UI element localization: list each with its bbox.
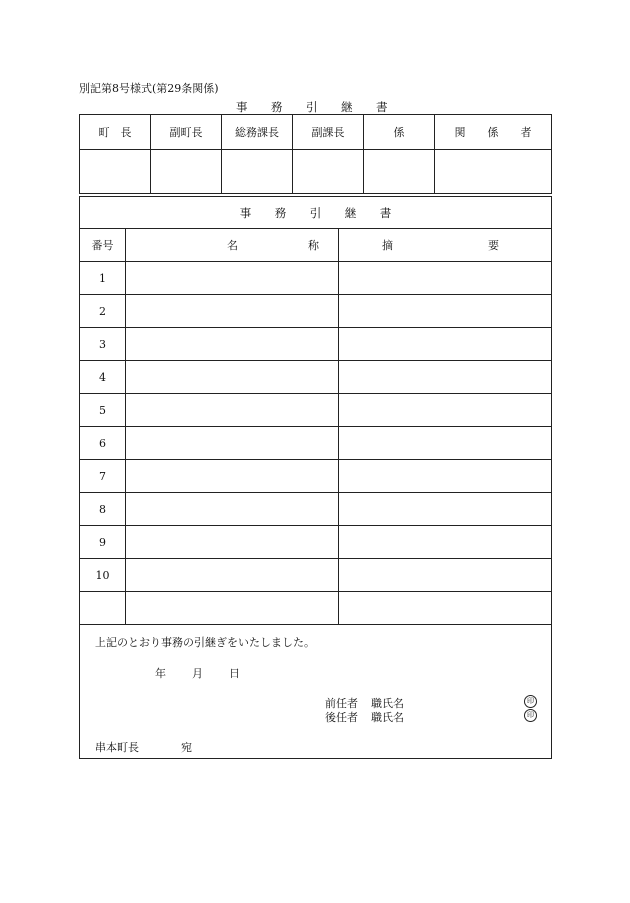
header-name: [126, 229, 339, 261]
date-line[interactable]: [155, 665, 266, 681]
name-cell[interactable]: [126, 592, 339, 624]
addressee: 串本町長: [95, 741, 139, 754]
approval-stamp-cell[interactable]: [80, 150, 150, 193]
summary-cell[interactable]: [339, 559, 551, 591]
approval-column: [222, 115, 293, 193]
row-number: 3: [80, 328, 126, 360]
table-row: [80, 493, 551, 526]
table-row: [80, 295, 551, 328]
table-row: [80, 526, 551, 559]
title-char: 引: [309, 205, 322, 220]
name-cell[interactable]: [126, 427, 339, 459]
approval-column: [364, 115, 435, 193]
addressee-line: [95, 739, 192, 755]
approval-header: 副町長: [151, 115, 221, 150]
approval-stamp-cell[interactable]: [151, 150, 221, 193]
title-char: 事: [236, 100, 248, 114]
approval-stamp-cell[interactable]: [293, 150, 363, 193]
row-number: 9: [80, 526, 126, 558]
month-label: 月: [192, 667, 203, 680]
day-label: 日: [229, 667, 240, 680]
successor-label: 後任者: [325, 711, 358, 724]
row-number: 6: [80, 427, 126, 459]
title-name-label: 職氏名: [371, 697, 404, 710]
approval-header: 係: [364, 115, 434, 150]
approval-header: 総務課長: [222, 115, 292, 150]
row-number: 1: [80, 262, 126, 294]
approval-header: 副課長: [293, 115, 363, 150]
row-number: 7: [80, 460, 126, 492]
table-row: [80, 427, 551, 460]
seal-icon: 印: [524, 695, 537, 708]
name-cell[interactable]: [126, 460, 339, 492]
handover-table: [79, 196, 552, 759]
summary-cell[interactable]: [339, 262, 551, 294]
year-label: 年: [155, 667, 166, 680]
table-row: [80, 559, 551, 592]
title-char: 書: [376, 100, 388, 114]
row-number: 2: [80, 295, 126, 327]
table-row: [80, 460, 551, 493]
header-number: 番号: [80, 229, 126, 261]
header-summary: [339, 229, 551, 261]
header-name-a: 名: [227, 239, 238, 252]
title-char: 継: [341, 100, 353, 114]
approval-header: 町 長: [80, 115, 150, 150]
table-row: [80, 394, 551, 427]
summary-cell[interactable]: [339, 295, 551, 327]
seal-icon: 印: [524, 709, 537, 722]
summary-cell[interactable]: [339, 460, 551, 492]
table-row: [80, 262, 551, 295]
approval-column: [293, 115, 364, 193]
summary-cell[interactable]: [339, 526, 551, 558]
summary-cell[interactable]: [339, 361, 551, 393]
title-char: 引: [306, 100, 318, 114]
name-cell[interactable]: [126, 262, 339, 294]
summary-cell[interactable]: [339, 592, 551, 624]
name-cell[interactable]: [126, 493, 339, 525]
name-cell[interactable]: [126, 394, 339, 426]
handover-statement: 上記のとおり事務の引継ぎをいたしました。: [95, 636, 315, 649]
table-header-row: [80, 229, 551, 262]
successor-line[interactable]: [325, 709, 404, 725]
summary-cell[interactable]: [339, 328, 551, 360]
name-cell[interactable]: [126, 328, 339, 360]
title-char: 務: [274, 205, 287, 220]
row-number: [80, 592, 126, 624]
summary-cell[interactable]: [339, 394, 551, 426]
title-char: 書: [379, 205, 392, 220]
approval-stamp-cell[interactable]: [222, 150, 292, 193]
approval-column: [80, 115, 151, 193]
form-number: 別記第8号様式(第29条関係): [79, 82, 219, 95]
summary-cell[interactable]: [339, 493, 551, 525]
title-name-label: 職氏名: [371, 711, 404, 724]
name-cell[interactable]: [126, 526, 339, 558]
name-cell[interactable]: [126, 295, 339, 327]
table-row: [80, 328, 551, 361]
summary-cell[interactable]: [339, 427, 551, 459]
title-char: 務: [271, 100, 283, 114]
name-cell[interactable]: [126, 361, 339, 393]
row-number: 4: [80, 361, 126, 393]
addressee-suffix: 宛: [181, 741, 192, 754]
table-row: [80, 361, 551, 394]
approval-table: [79, 114, 552, 194]
table-title: [80, 197, 551, 229]
title-char: 継: [344, 205, 357, 220]
name-cell[interactable]: [126, 559, 339, 591]
table-row: [80, 592, 551, 625]
predecessor-label: 前任者: [325, 697, 358, 710]
approval-header: 関 係 者: [435, 115, 551, 150]
header-summary-a: 摘: [382, 239, 393, 252]
row-number: 5: [80, 394, 126, 426]
approval-column: [151, 115, 222, 193]
title-char: 事: [239, 205, 252, 220]
document-title: [236, 99, 411, 115]
approval-stamp-cell[interactable]: [435, 150, 551, 193]
row-number: 8: [80, 493, 126, 525]
header-summary-b: 要: [488, 239, 499, 252]
footer-section: [80, 625, 551, 759]
approval-column: [435, 115, 551, 193]
row-number: 10: [80, 559, 126, 591]
approval-stamp-cell[interactable]: [364, 150, 434, 193]
header-name-b: 称: [308, 239, 319, 252]
